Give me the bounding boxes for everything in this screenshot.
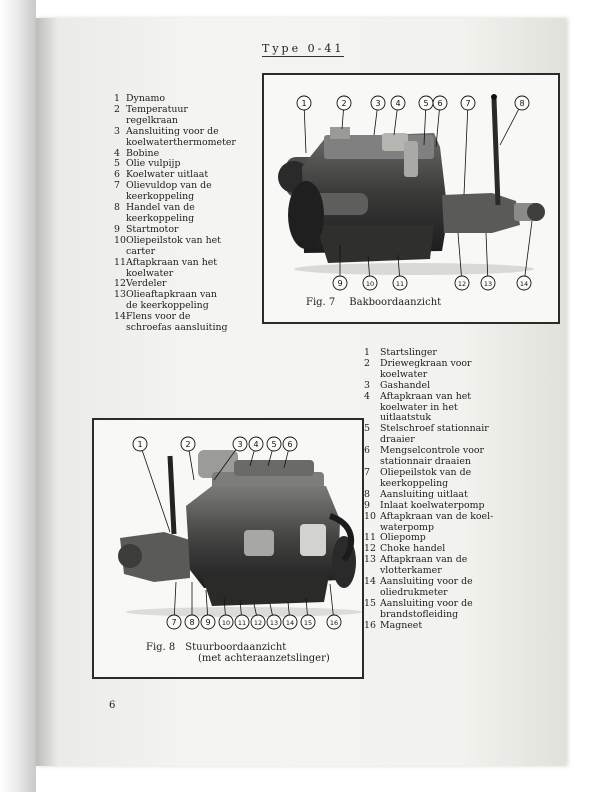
legend-item-line: keerkoppeling bbox=[126, 191, 195, 203]
legend-item bbox=[114, 105, 264, 127]
legend-item-text bbox=[126, 203, 195, 225]
legend-item-line: Startmotor bbox=[126, 223, 179, 235]
legend-item-number: 10 bbox=[114, 234, 126, 246]
legend-item bbox=[364, 392, 564, 425]
legend-item bbox=[114, 290, 264, 312]
legend-item-number: 8 bbox=[114, 202, 120, 214]
callout-number: 9 bbox=[205, 618, 211, 627]
callout-leader-line bbox=[458, 233, 462, 283]
legend-item-text bbox=[380, 446, 484, 468]
legend-item-line: Koelwater uitlaat bbox=[126, 169, 209, 181]
scan-edge bbox=[0, 0, 36, 792]
callout-number: 5 bbox=[423, 99, 429, 108]
legend-item-text bbox=[380, 381, 430, 392]
legend-item-text bbox=[126, 105, 188, 127]
legend-item-text bbox=[126, 236, 221, 258]
callout-number: 3 bbox=[375, 99, 381, 108]
legend-item-line: oliedrukmeter bbox=[380, 586, 448, 598]
legend-item-line: Aftapkraan van het bbox=[380, 390, 472, 402]
legend-item-line: Bobine bbox=[126, 147, 160, 159]
legend-item bbox=[114, 127, 264, 149]
callout-leader-line bbox=[524, 221, 532, 283]
legend-fig8 bbox=[364, 348, 564, 632]
callout-number: 7 bbox=[465, 99, 471, 108]
legend-item-line: Choke handel bbox=[380, 543, 446, 555]
legend-item-text bbox=[380, 577, 473, 599]
legend-item-line: vlotterkamer bbox=[380, 565, 442, 577]
legend-item bbox=[114, 236, 264, 258]
legend-item-line: Aansluiting voor de bbox=[380, 597, 473, 609]
figure-7-caption bbox=[306, 297, 441, 308]
legend-item-number: 2 bbox=[364, 357, 370, 369]
legend-item-line: Aansluiting uitlaat bbox=[380, 488, 468, 500]
legend-item-number: 14 bbox=[364, 576, 376, 588]
callout-number: 4 bbox=[395, 99, 401, 108]
callout-number: 13 bbox=[483, 280, 493, 288]
legend-item-line: Flens voor de bbox=[126, 311, 191, 323]
legend-item-line: stationnair draaien bbox=[380, 456, 471, 468]
legend-item-line: Gashandel bbox=[380, 379, 431, 391]
figure-8 bbox=[92, 418, 364, 679]
callout-number: 14 bbox=[519, 280, 529, 288]
figure-8-label: Fig. 8 bbox=[146, 642, 176, 653]
legend-item-text bbox=[126, 127, 236, 149]
legend-item-line: Oliepeilstok van het bbox=[126, 234, 221, 246]
legend-item-line: Aftapkraan van de koel- bbox=[380, 510, 494, 522]
legend-item-text bbox=[380, 468, 471, 490]
legend-item-text bbox=[380, 424, 489, 446]
legend-item-line: Stelschroef stationnair bbox=[380, 423, 489, 435]
legend-item-line: Dynamo bbox=[126, 93, 165, 104]
callout-number: 3 bbox=[237, 440, 243, 449]
legend-item-line: Mengselcontrole voor bbox=[380, 445, 484, 457]
legend-item-number: 12 bbox=[114, 278, 126, 290]
legend-item-line: draaier bbox=[380, 434, 415, 446]
page-number: 6 bbox=[109, 700, 116, 711]
legend-item bbox=[364, 599, 564, 621]
legend-item-number: 5 bbox=[114, 158, 120, 170]
legend-item-line: Olieaftapkraan van bbox=[126, 289, 217, 301]
legend-item-number: 13 bbox=[114, 289, 126, 301]
callout-number: 9 bbox=[337, 279, 343, 288]
legend-item bbox=[364, 446, 564, 468]
legend-item-number: 3 bbox=[364, 379, 370, 391]
legend-item-text bbox=[126, 258, 217, 280]
figure-8-caption bbox=[146, 642, 330, 664]
legend-item-line: Oliepomp bbox=[380, 532, 426, 544]
engine-starboard-side-photo bbox=[94, 420, 362, 677]
callout-number: 15 bbox=[303, 619, 313, 627]
legend-item-line: regelkraan bbox=[126, 114, 178, 126]
legend-item bbox=[114, 203, 264, 225]
legend-item-number: 11 bbox=[114, 256, 126, 268]
legend-item-line: Aansluiting voor de bbox=[126, 125, 219, 137]
legend-item-line: Handel van de bbox=[126, 202, 195, 214]
legend-item-number: 6 bbox=[364, 445, 370, 457]
figure-8-title: Stuurboordaanzicht bbox=[185, 642, 287, 653]
figure-7 bbox=[262, 73, 560, 324]
callout-number: 1 bbox=[301, 99, 307, 108]
legend-item-line: Oliepeilstok van de bbox=[380, 466, 472, 478]
legend-item-number: 6 bbox=[114, 169, 120, 181]
legend-item-number: 15 bbox=[364, 597, 376, 609]
callout-number: 14 bbox=[285, 619, 295, 627]
legend-item-line: Olievuldop van de bbox=[126, 180, 212, 192]
legend-item-number: 11 bbox=[364, 532, 376, 544]
legend-item-number: 8 bbox=[364, 488, 370, 500]
callout-number: 5 bbox=[271, 440, 277, 449]
legend-item bbox=[364, 424, 564, 446]
legend-item-line: carter bbox=[126, 245, 156, 257]
legend-item bbox=[364, 621, 564, 632]
legend-item-line: Aftapkraan van de bbox=[380, 554, 468, 566]
callout-number: 16 bbox=[329, 619, 339, 627]
legend-item-number: 7 bbox=[114, 180, 120, 192]
legend-item bbox=[114, 181, 264, 203]
legend-item bbox=[114, 312, 264, 334]
figure-7-label: Fig. 7 bbox=[306, 297, 336, 308]
legend-item-line: de keerkoppeling bbox=[126, 300, 209, 312]
legend-item-text bbox=[126, 181, 212, 203]
legend-item bbox=[364, 512, 564, 534]
callout-number: 2 bbox=[185, 440, 191, 449]
callout-number: 12 bbox=[253, 619, 263, 627]
legend-item bbox=[364, 359, 564, 381]
callout-number: 7 bbox=[171, 618, 177, 627]
figure-8-subtitle: (met achteraanzetslinger) bbox=[198, 653, 330, 664]
legend-item-line: schroefas aansluiting bbox=[126, 322, 228, 334]
legend-item-number: 4 bbox=[114, 147, 120, 159]
legend-item-text bbox=[126, 312, 228, 334]
page-spine-shadow bbox=[36, 18, 58, 766]
legend-item-number: 12 bbox=[364, 543, 376, 555]
legend-item-text bbox=[380, 555, 467, 577]
legend-item-number: 9 bbox=[364, 499, 370, 511]
legend-item-line: koelwater bbox=[126, 267, 174, 279]
callout-number: 4 bbox=[253, 440, 259, 449]
legend-item bbox=[364, 468, 564, 490]
legend-item-text bbox=[380, 621, 422, 632]
legend-item-line: Magneet bbox=[380, 619, 423, 631]
legend-item-line: Startslinger bbox=[380, 347, 437, 358]
legend-item-number: 2 bbox=[114, 103, 120, 115]
legend-item-text bbox=[380, 501, 485, 512]
legend-item-number: 4 bbox=[364, 390, 370, 402]
legend-item-line: koelwater in het bbox=[380, 401, 458, 413]
legend-item-line: keerkoppeling bbox=[126, 212, 195, 224]
callout-number: 11 bbox=[395, 280, 405, 288]
legend-item-line: waterpomp bbox=[380, 521, 434, 533]
legend-item-line: keerkoppeling bbox=[380, 477, 449, 489]
legend-item-line: Olie vulpijp bbox=[126, 158, 181, 170]
legend-item-number: 7 bbox=[364, 466, 370, 478]
legend-item-line: Driewegkraan voor bbox=[380, 357, 472, 369]
legend-item-text bbox=[380, 392, 471, 425]
page-title: Type 0-41 bbox=[262, 42, 345, 55]
legend-item-number: 9 bbox=[114, 223, 120, 235]
legend-item-line: Inlaat koelwaterpomp bbox=[380, 499, 485, 511]
legend-item-number: 14 bbox=[114, 311, 126, 323]
figure-7-title: Bakboordaanzicht bbox=[349, 297, 442, 308]
legend-fig7 bbox=[114, 94, 264, 334]
callout-number: 8 bbox=[189, 618, 195, 627]
callout-number: 10 bbox=[221, 619, 231, 627]
legend-item-number: 1 bbox=[114, 93, 120, 104]
legend-item-line: brandstofleiding bbox=[380, 608, 459, 620]
legend-item-line: Verdeler bbox=[126, 278, 167, 290]
legend-item bbox=[364, 381, 564, 392]
callout-number: 11 bbox=[237, 619, 247, 627]
callout-leader-line bbox=[304, 103, 306, 153]
legend-item-line: Aansluiting voor de bbox=[380, 576, 473, 588]
legend-item-text bbox=[380, 512, 493, 534]
legend-item-line: koelwaterthermometer bbox=[126, 136, 236, 148]
legend-item-line: Aftapkraan van het bbox=[126, 256, 218, 268]
callout-number: 8 bbox=[519, 99, 525, 108]
legend-item-text bbox=[126, 290, 217, 312]
legend-item-number: 16 bbox=[364, 619, 376, 631]
legend-item-number: 13 bbox=[364, 554, 376, 566]
legend-item-line: Temperatuur bbox=[126, 103, 188, 115]
legend-item-line: uitlaatstuk bbox=[380, 412, 432, 424]
legend-item-line: koelwater bbox=[380, 368, 428, 380]
legend-item bbox=[364, 555, 564, 577]
callout-number: 1 bbox=[137, 440, 143, 449]
callout-number: 10 bbox=[365, 280, 375, 288]
legend-item bbox=[364, 501, 564, 512]
callout-leader-line bbox=[486, 233, 488, 283]
legend-item-text bbox=[380, 359, 472, 381]
engine-port-side-photo bbox=[264, 75, 558, 322]
callout-number: 2 bbox=[341, 99, 347, 108]
callout-number: 12 bbox=[457, 280, 467, 288]
legend-item-number: 1 bbox=[364, 347, 370, 358]
callout-number: 13 bbox=[269, 619, 279, 627]
legend-item bbox=[364, 577, 564, 599]
callout-number: 6 bbox=[437, 99, 443, 108]
legend-item bbox=[114, 258, 264, 280]
legend-item-number: 3 bbox=[114, 125, 120, 137]
legend-item-number: 5 bbox=[364, 423, 370, 435]
legend-item-number: 10 bbox=[364, 510, 376, 522]
callout-leader-line bbox=[464, 103, 468, 195]
callout-leader-line bbox=[140, 444, 170, 532]
legend-item-text bbox=[380, 599, 473, 621]
callout-number: 6 bbox=[287, 440, 293, 449]
